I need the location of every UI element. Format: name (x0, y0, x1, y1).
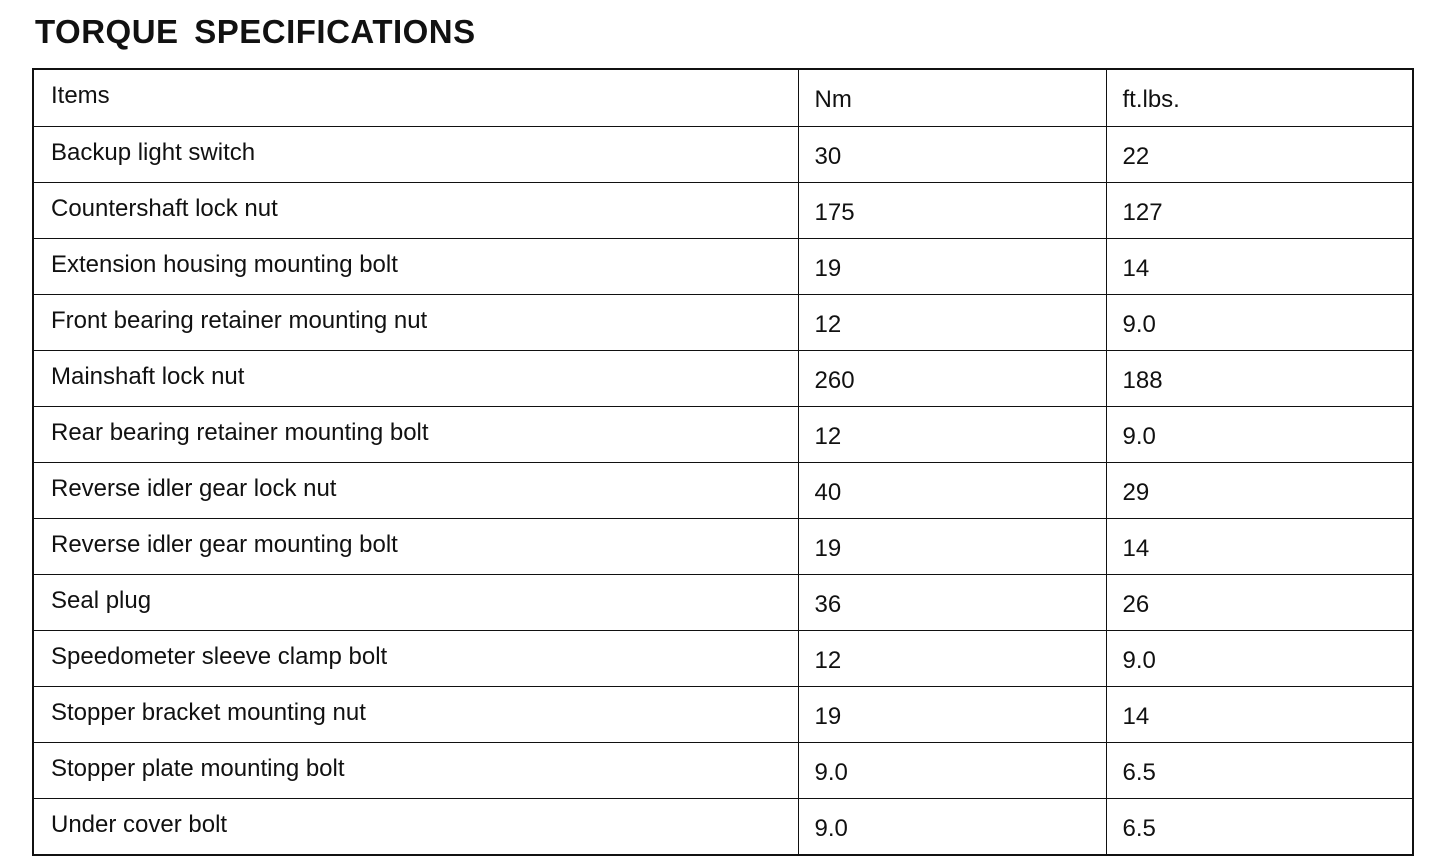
table-header-row (33, 69, 1413, 127)
torque-ft-lbs: 9.0 (1106, 407, 1413, 463)
torque-ft-lbs: 14 (1106, 239, 1413, 295)
item-name: Speedometer sleeve clamp bolt (33, 631, 798, 687)
header-items: Items (33, 69, 798, 127)
torque-nm: 260 (798, 351, 1106, 407)
item-name: Backup light switch (33, 127, 798, 183)
item-name: Seal plug (33, 575, 798, 631)
table-row (33, 407, 1413, 463)
table-row (33, 519, 1413, 575)
table-row (33, 463, 1413, 519)
torque-nm: 19 (798, 687, 1106, 743)
torque-ft-lbs: 9.0 (1106, 631, 1413, 687)
table-row (33, 239, 1413, 295)
table-row (33, 687, 1413, 743)
torque-ft-lbs: 6.5 (1106, 799, 1413, 856)
item-name: Reverse idler gear mounting bolt (33, 519, 798, 575)
item-name: Stopper plate mounting bolt (33, 743, 798, 799)
item-name: Extension housing mounting bolt (33, 239, 798, 295)
table-row (33, 743, 1413, 799)
torque-nm: 36 (798, 575, 1106, 631)
torque-nm: 19 (798, 519, 1106, 575)
page-title: TORQUE SPECIFICATIONS (35, 13, 476, 50)
torque-nm: 12 (798, 631, 1106, 687)
torque-nm: 9.0 (798, 799, 1106, 856)
torque-ft-lbs: 188 (1106, 351, 1413, 407)
table-row (33, 351, 1413, 407)
header-ft-lbs: ft.lbs. (1106, 69, 1413, 127)
torque-ft-lbs: 29 (1106, 463, 1413, 519)
torque-spec-table (32, 68, 1414, 856)
torque-nm: 30 (798, 127, 1106, 183)
torque-ft-lbs: 9.0 (1106, 295, 1413, 351)
table-row (33, 631, 1413, 687)
table-row (33, 183, 1413, 239)
table-row (33, 295, 1413, 351)
header-nm: Nm (798, 69, 1106, 127)
torque-nm: 175 (798, 183, 1106, 239)
torque-nm: 19 (798, 239, 1106, 295)
item-name: Stopper bracket mounting nut (33, 687, 798, 743)
table-row (33, 799, 1413, 856)
torque-ft-lbs: 26 (1106, 575, 1413, 631)
item-name: Countershaft lock nut (33, 183, 798, 239)
torque-nm: 9.0 (798, 743, 1106, 799)
torque-nm: 40 (798, 463, 1106, 519)
item-name: Under cover bolt (33, 799, 798, 856)
torque-nm: 12 (798, 295, 1106, 351)
torque-nm: 12 (798, 407, 1106, 463)
table-row (33, 127, 1413, 183)
item-name: Rear bearing retainer mounting bolt (33, 407, 798, 463)
torque-ft-lbs: 127 (1106, 183, 1413, 239)
torque-ft-lbs: 6.5 (1106, 743, 1413, 799)
torque-ft-lbs: 14 (1106, 687, 1413, 743)
item-name: Front bearing retainer mounting nut (33, 295, 798, 351)
torque-ft-lbs: 22 (1106, 127, 1413, 183)
table-row (33, 575, 1413, 631)
torque-ft-lbs: 14 (1106, 519, 1413, 575)
item-name: Reverse idler gear lock nut (33, 463, 798, 519)
item-name: Mainshaft lock nut (33, 351, 798, 407)
